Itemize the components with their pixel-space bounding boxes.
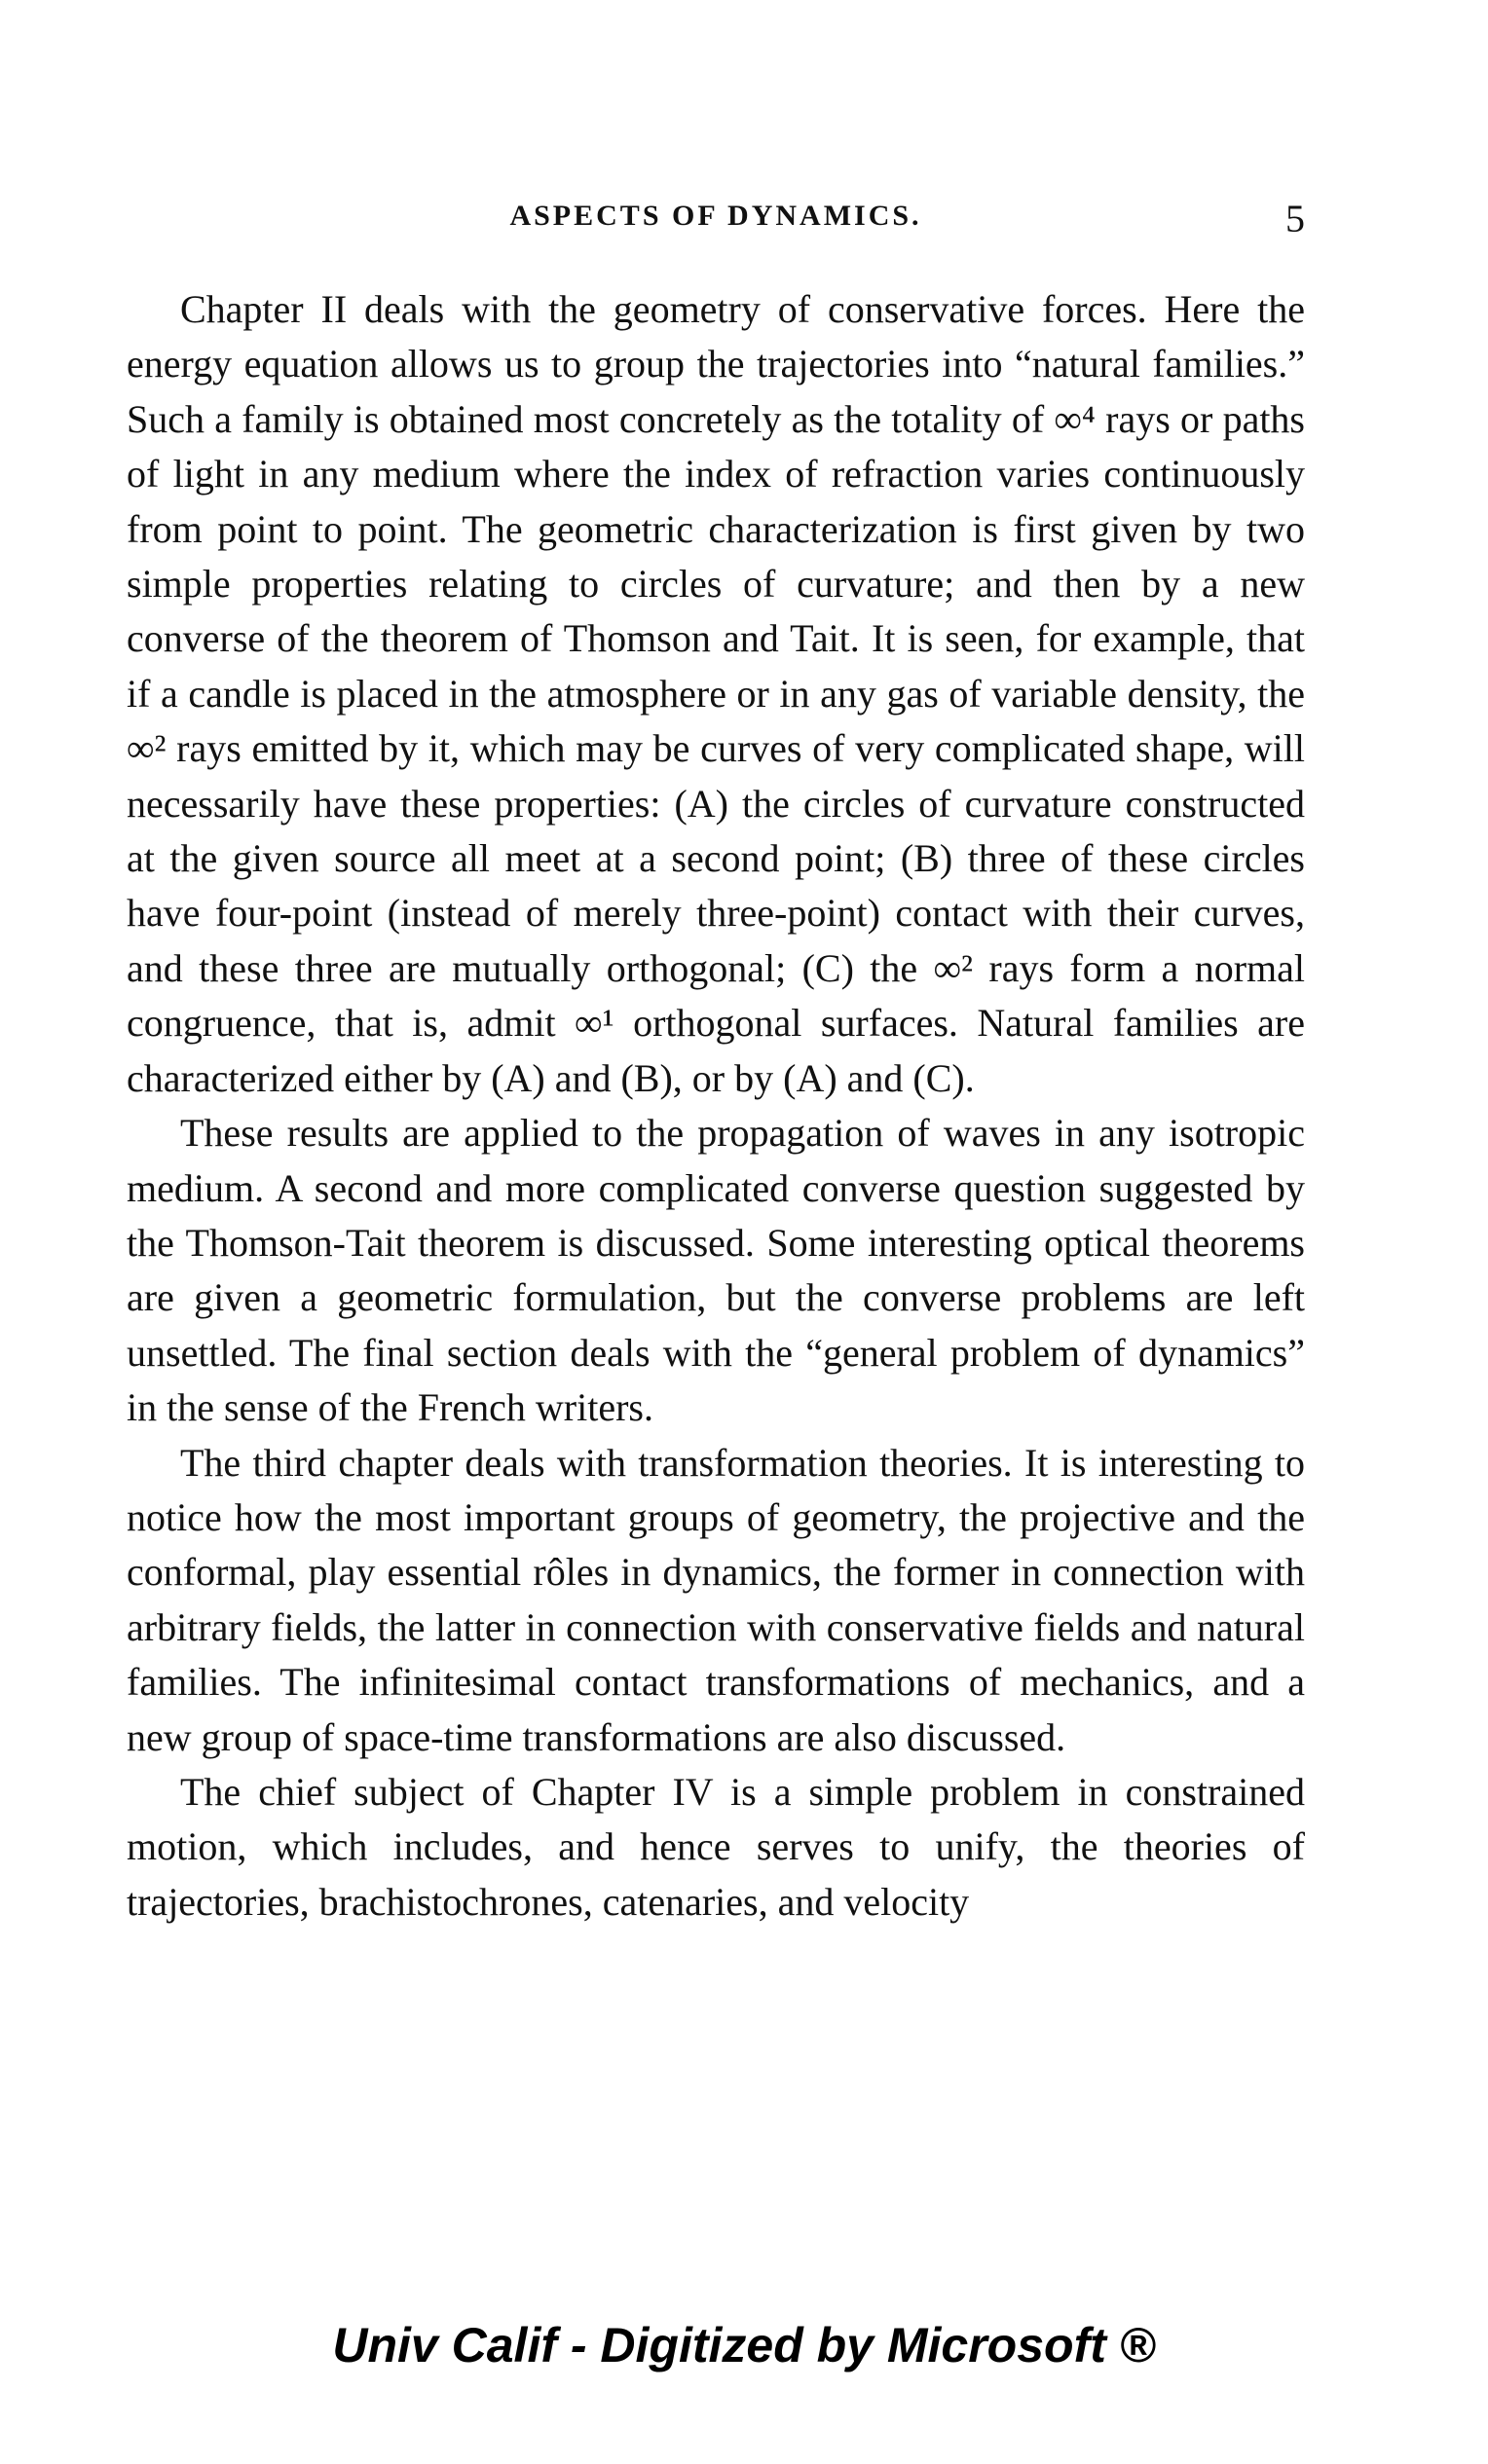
body-text	[127, 282, 1305, 1930]
paragraph-chapter-iv: The chief subject of Chapter IV is a simple problem in constrained motion, which includes, and hence serves to unify, the theories of trajectories, brachistochrones, catenaries, and velocity	[127, 1769, 1305, 1924]
page-number: 5	[1285, 197, 1305, 240]
running-head: ASPECTS OF DYNAMICS.	[509, 200, 922, 232]
paragraph-wave-propagation: These results are applied to the propagation of waves in any isotropic medium. A second and more complicated converse question suggested by the Thomson-Tait theorem is discussed. Some interesting optical theorems are given a geometric formulation, but the converse problems are left unsettled. The final section deals with the “general problem of dynamics” in the sense of the French writers.	[127, 1111, 1305, 1430]
digitization-watermark: Univ Calif - Digitized by Microsoft ®	[332, 2318, 1156, 2372]
paragraph-chapter-ii: Chapter II deals with the geometry of conservative forces. Here the energy equation allows us to group the trajectories into “natural families.” Such a family is obtained most concretely as the totality of ∞⁴ rays or paths of light in any medium where the index of refraction varies continuously from point to point. The geometric characterization is first given by two simple properties relating to circles of curvature; and then by a new converse of the theorem of Thomson and Tait. It is seen, for example, that if a candle is placed in the atmosphere or in any gas of variable density, the ∞² rays emitted by it, which may be curves of very complicated shape, will necessarily have these properties: (A) the circles of curvature constructed at the given source all meet at a second point; (B) three of these circles have four-point (instead of merely three-point) contact with their curves, and these three are mutually orthogonal; (C) the ∞² rays form a normal congruence, that is, admit ∞¹ orthogonal surfaces. Natural families are characterized either by (A) and (B), or by (A) and (C).	[127, 287, 1305, 1100]
page-header	[127, 197, 1305, 258]
paragraph-chapter-iii: The third chapter deals with transformation theories. It is interesting to notice how the most important groups of geometry, the projective and the conformal, play essential rôles in dynamics, the former in connection with arbitrary fields, the latter in connection with conservative fields and natural families. The infinitesimal contact transformations of mechanics, and a new group of space-time transformations are also discussed.	[127, 1440, 1305, 1759]
